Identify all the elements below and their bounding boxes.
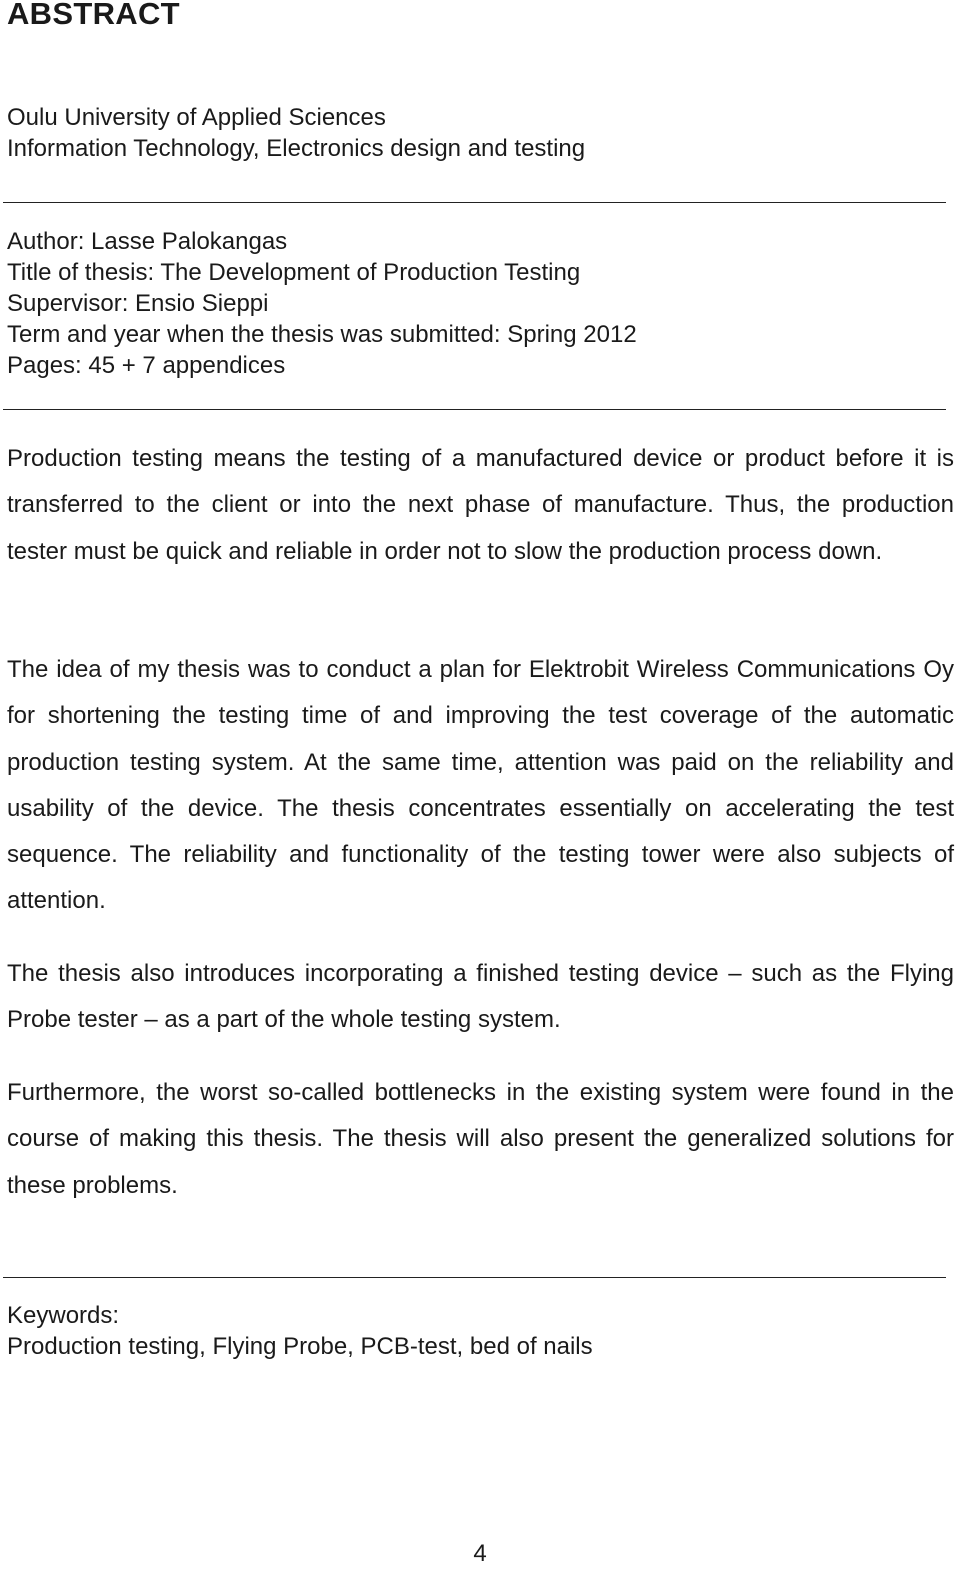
thesis-title-line: Title of thesis: The Development of Production Testing bbox=[7, 259, 581, 286]
degree-programme: Information Technology, Electronics design and testing bbox=[7, 135, 586, 162]
abstract-paragraph: The idea of my thesis was to conduct a plan for Elektrobit Wireless Communications Oy for shortening the testing time of and improving the test coverage of the automatic production testing system. At the same time, attention was paid on the reliability and usability of the device. The thesis concentrates essentially on accelerating the test sequence. The reliability and functionality of the testing tower were also subjects of attention. bbox=[7, 656, 954, 915]
author-line: Author: Lasse Palokangas bbox=[7, 228, 288, 255]
term-line: Term and year when the thesis was submitted: Spring 2012 bbox=[7, 321, 637, 348]
page-number: 4 bbox=[473, 1540, 487, 1567]
keywords-label: Keywords: bbox=[7, 1302, 120, 1329]
university-name: Oulu University of Applied Sciences bbox=[7, 104, 386, 131]
abstract-paragraph: Furthermore, the worst so-called bottlenecks in the existing system were found in the course of making this thesis. The thesis will also present the generalized solutions for these problems. bbox=[7, 1079, 954, 1199]
thesis-info-block bbox=[7, 226, 637, 381]
divider-middle bbox=[3, 409, 946, 410]
divider-top bbox=[3, 202, 946, 203]
pages-line: Pages: 45 + 7 appendices bbox=[7, 352, 286, 379]
keywords-block bbox=[7, 1300, 593, 1362]
page-title: ABSTRACT bbox=[7, 0, 180, 31]
supervisor-line: Supervisor: Ensio Sieppi bbox=[7, 290, 269, 317]
abstract-paragraph: The thesis also introduces incorporating a finished testing device – such as the Flying Probe tester – as a part of the whole testing system. bbox=[7, 960, 954, 1034]
keywords-list: Production testing, Flying Probe, PCB-test, bed of nails bbox=[7, 1333, 593, 1360]
abstract-paragraph: Production testing means the testing of a manufactured device or product before it is transferred to the client or into the next phase of manufacture. Thus, the production tester must be quick and reliable in order not to slow the production process down. bbox=[7, 445, 954, 565]
institution-block bbox=[7, 102, 585, 164]
divider-bottom bbox=[3, 1277, 946, 1278]
